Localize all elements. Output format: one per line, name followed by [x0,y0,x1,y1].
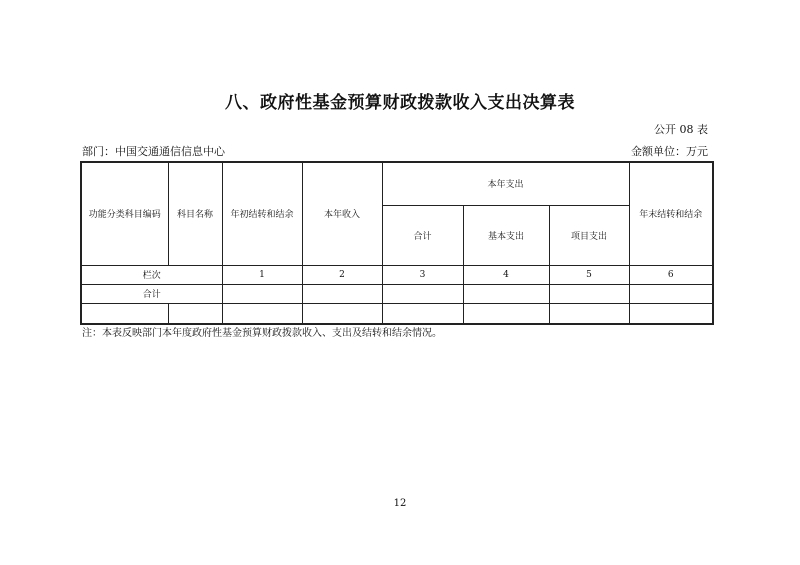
table-cell [629,303,713,324]
column-number: 3 [382,265,463,284]
column-number: 4 [463,265,549,284]
header-opening-balance: 年初结转和结余 [222,162,302,265]
table-cell [463,303,549,324]
department-label: 部门：中国交通通信信息中心 [82,145,225,158]
unit-label: 金额单位：万元 [631,145,708,158]
table-cell [168,303,222,324]
table-cell [302,303,382,324]
header-subject-name: 科目名称 [168,162,222,265]
header-project-expenditure: 项目支出 [549,205,629,265]
table-cell [549,303,629,324]
table-cell [549,284,629,303]
header-current-expenditure: 本年支出 [382,162,629,205]
table-row [81,303,713,324]
column-number: 6 [629,265,713,284]
header-basic-expenditure: 基本支出 [463,205,549,265]
table-cell [629,284,713,303]
budget-table [80,161,714,325]
column-number: 2 [302,265,382,284]
header-expenditure-total: 合计 [382,205,463,265]
column-number: 1 [222,265,302,284]
table-cell [382,303,463,324]
table-row [81,265,713,284]
header-function-code: 功能分类科目编码 [81,162,168,265]
table-cell [463,284,549,303]
footnote: 注：本表反映部门本年度政府性基金预算财政拨款收入、支出及结转和结余情况。 [82,328,442,339]
index-row-label: 栏次 [81,265,222,284]
header-current-income: 本年收入 [302,162,382,265]
table-cell [302,284,382,303]
header-closing-balance: 年末结转和结余 [629,162,713,265]
table-cell [81,303,168,324]
page-title: 八、政府性基金预算财政拨款收入支出决算表 [225,93,575,113]
table-cell [222,303,302,324]
page-number: 12 [393,498,407,509]
column-number: 5 [549,265,629,284]
total-row-label: 合计 [81,284,222,303]
table-row [81,284,713,303]
table-cell [382,284,463,303]
table-code: 公开 08 表 [654,123,708,136]
table-cell [222,284,302,303]
